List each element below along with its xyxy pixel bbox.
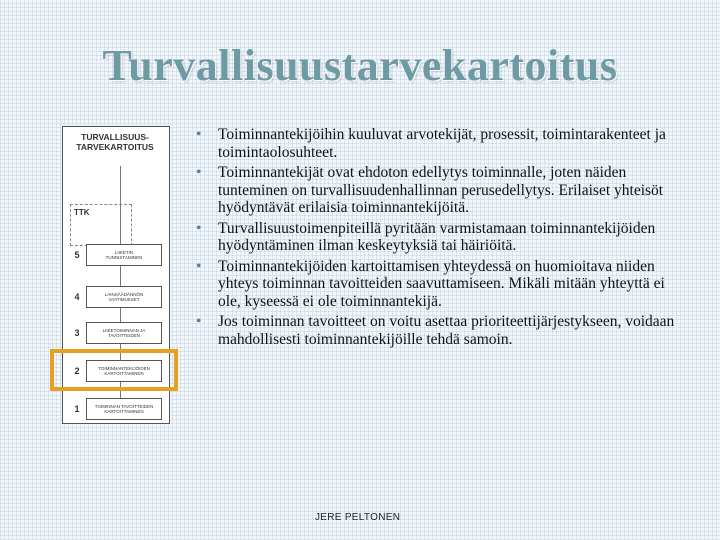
author-footer: JERE PELTONEN [315, 512, 401, 523]
bullet-icon: • [196, 257, 202, 275]
step-number: 3 [74, 328, 80, 338]
bullet-icon: • [196, 126, 202, 143]
step-number: 1 [74, 404, 80, 414]
diagram-step [70, 244, 162, 266]
bullet-icon: • [196, 219, 202, 237]
step-box: LIIKETIN TUNNISTAMINEN [86, 244, 162, 266]
bullet-item [190, 164, 680, 217]
diagram-header: TURVALLISUUS- TARVEKARTOITUS [76, 132, 154, 152]
bullet-text: Toiminnantekijät ovat ehdoton edellytys toiminnalle, joten näiden tunteminen on turvallisuudenhallinnan perusedellytys. Erilaiset yhteisöt hyödyntävät erilaisia toiminnantekijöitä. [218, 164, 664, 216]
bullet-item [190, 220, 680, 255]
diagram-step [70, 286, 162, 308]
bullet-text: Jos toiminnan tavoitteet on voitu asettaa prioriteettijärjestykseen, voidaan mahdollisesti toiminnantekijöille tehdä samoin. [218, 313, 675, 348]
step-box: LAINSÄÄDÄNNÖN VAATIMUKSET [86, 286, 162, 308]
bullet-icon: • [196, 164, 202, 181]
ttk-label: TTK [74, 208, 90, 217]
step-box: LIIKETOIMINNAN JA TAVOITTEIDEN [86, 322, 162, 344]
step-number: 2 [74, 366, 80, 376]
bullet-text: Toiminnantekijöiden kartoittamisen yhteydessä on huomioitava niiden yhteys toiminnan tavoitteiden saavuttamiseen. Mikäli mitään yhteyttä ei ole, kyseessä ei ole toiminnantekijä. [218, 257, 665, 310]
bullet-list [190, 126, 680, 351]
step-number: 4 [74, 292, 80, 302]
step-number: 5 [74, 250, 80, 260]
slide-title: Turvallisuustarvekartoitus [102, 41, 618, 90]
step-box: TOIMINNANTEKIJÖIDEN KARTOITTAMINEN [86, 360, 162, 382]
highlight-frame [50, 349, 178, 391]
step-box: TOIMINNAN TAVOITTEIDEN KARTOITTAMINEN [86, 398, 162, 420]
diagram-step [70, 322, 162, 344]
bullet-text: Turvallisuustoimenpiteillä pyritään varmistamaan toiminnantekijöiden hyödyntäminen ilman keskeytyksiä tai häiriöitä. [218, 219, 656, 254]
bullet-text: Toiminnantekijöihin kuuluvat arvotekijät, prosessit, toimintarakenteet ja toimintaolosuhteet. [218, 126, 666, 161]
bullet-icon: • [196, 313, 202, 330]
bullet-item [190, 258, 680, 311]
bullet-item [190, 126, 680, 161]
bullet-item [190, 313, 680, 348]
diagram-step [70, 398, 162, 420]
